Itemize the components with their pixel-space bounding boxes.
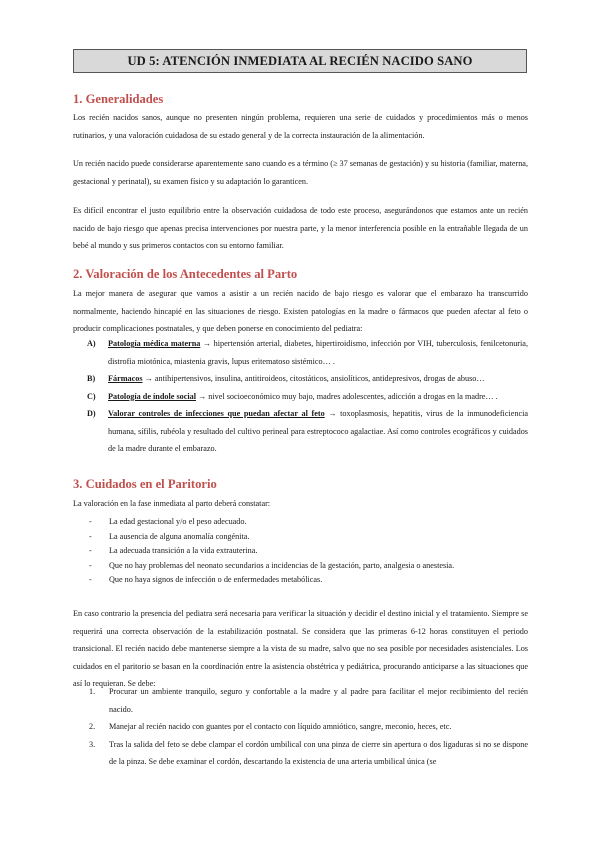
paragraph: Un recién nacido puede considerarse aparentemente sano cuando es a término (≥ 37 semanas de gestación) y su historia (familiar, materna, gestacional y perinatal), su examen físico y su adaptación lo garanticen. [73, 159, 528, 186]
list-item [87, 388, 528, 406]
section-heading-antecedentes: 2. Valoración de los Antecedentes al Parto [73, 267, 298, 281]
list-term: Patología de índole social [108, 391, 197, 401]
list-item: - La ausencia de alguna anomalía congénita. [89, 530, 509, 545]
section-heading-generalidades: 1. Generalidades [73, 92, 164, 106]
list-term: Fármacos [108, 374, 143, 383]
numbered-list [89, 683, 528, 771]
list-item [87, 370, 528, 388]
list-item: - Que no haya signos de infección o de enfermedades metabólicas. [89, 573, 509, 588]
paragraph: Es difícil encontrar el justo equilibrio entre la observación cuidadosa de todo este proceso, asegurándonos que estamos ante un recién nacido de bajo riesgo que apenas precisa intervenciones por nuestra parte, y la menor interferencia posible en la entrañable llegada de un bebé al mundo y sus primeros contactos con su entorno familiar. [73, 206, 528, 250]
list-term: Patología médica materna [108, 339, 201, 348]
list-text: Que no haya signos de infección o de enfermedades metabólicas. [109, 575, 323, 585]
paragraph: La valoración en la fase inmediata al parto deberá constatar: [73, 499, 271, 508]
paragraph: Los recién nacidos sanos, aunque no presenten ningún problema, requieren una serie de cuidados y procedimientos más o menos rutinarios, y una valoración cuidadosa de su estado general y de la correcta instauración de la alimentación. [73, 113, 528, 140]
list-label: 1. [89, 687, 96, 696]
list-item [89, 736, 528, 771]
list-item [87, 405, 528, 458]
list-text: La edad gestacional y/o el peso adecuado. [109, 517, 247, 526]
list-label: C) [87, 391, 96, 401]
list-item [89, 683, 528, 718]
list-text: Procurar un ambiente tranquilo, seguro y confortable a la madre y al padre para facilitar el mejor recibimiento del recién nacido. [109, 687, 528, 714]
list-text: → nivel socioeconómico muy bajo, madres adolescentes, adicción a drogas en la madre… . [196, 391, 498, 401]
section-heading-paritorio: 3. Cuidados en el Paritorio [73, 477, 217, 491]
list-item: - Que no hay problemas del neonato secundarios a incidencias de la gestación, parto, analgesia o anestesia. [89, 559, 509, 574]
list-item [89, 718, 528, 736]
list-text: Tras la salida del feto se debe clampar el cordón umbilical con una pinza de cierre sin apertura o dos ligaduras si no se dispone de la pinza. Se debe examinar el cordón, descartando la existencia de una arteria umbilical única (se [109, 739, 528, 766]
list-label: B) [87, 374, 96, 383]
list-label: D) [87, 409, 96, 418]
list-item [87, 335, 528, 370]
list-label: A) [87, 339, 96, 348]
list-text: → hipertensión arterial, diabetes, hipertiroidismo, infección por VIH, tuberculosis, fenilcetonuria, distrofia miotónica, miastenia gravis, lupus eritematoso sistémico… . [108, 339, 528, 366]
list-text: → toxoplasmosis, hepatitis, virus de la inmunodeficiencia humana, sífilis, rubéola y resultado del cultivo perineal para estreptococo agalactiae. Así como controles ecográficos y cuidados de la madre durante el embarazo. [108, 409, 529, 453]
document-title: UD 5: ATENCIÓN INMEDIATA AL RECIÉN NACIDO SANO [73, 49, 527, 73]
list-text: La adecuada transición a la vida extrauterina. [109, 546, 258, 556]
list-text: La ausencia de alguna anomalía congénita. [109, 531, 250, 541]
list-text: Que no hay problemas del neonato secundarios a incidencias de la gestación, parto, analgesia o anestesia. [109, 560, 455, 570]
list-label: 3. [89, 739, 96, 749]
list-item: - La adecuada transición a la vida extrauterina. [89, 544, 509, 559]
valoracion-list [89, 515, 509, 588]
paragraph: En caso contrario la presencia del pediatra será necesaria para verificar la situación y decidir el destino inicial y el tratamiento. Siempre se requerirá una correcta observación de la estabilización postnatal. Se considera que las primeras 6-12 horas constituyen el periodo transicional. El recién nacido debe mantenerse siempre a la vista de su madre, salvo que no sea posible por necesidades asistenciales. Los cuidados en el paritorio se basan en la coordinación entre la asistencia obstétrica y pediátrica, procurando anticiparse a las situaciones que así lo requieran. Se debe: [73, 609, 528, 688]
list-item: - La edad gestacional y/o el peso adecuado. [89, 515, 509, 530]
list-text: Manejar al recién nacido con guantes por el contacto con líquido amniótico, sangre, meconio, heces, etc. [109, 722, 452, 731]
list-term: Valorar controles de infecciones que puedan afectar al feto [108, 409, 325, 418]
paragraph: La mejor manera de asegurar que vamos a asistir a un recién nacido de bajo riesgo es valorar que el embarazo ha transcurrido normalmente, haciendo hincapié en las situaciones de riesgo. Existen patologías en la madre o fármacos que pueden afectar al feto o producir complicaciones postnatales, y que deben ponerse en conocimiento del pediatra: [73, 289, 528, 333]
list-text: → antihipertensivos, insulina, antitiroideos, citostáticos, ansiolíticos, antidepresivos, drogas de abuso… [142, 374, 485, 383]
list-label: 2. [89, 722, 96, 731]
antecedentes-list [87, 335, 528, 458]
